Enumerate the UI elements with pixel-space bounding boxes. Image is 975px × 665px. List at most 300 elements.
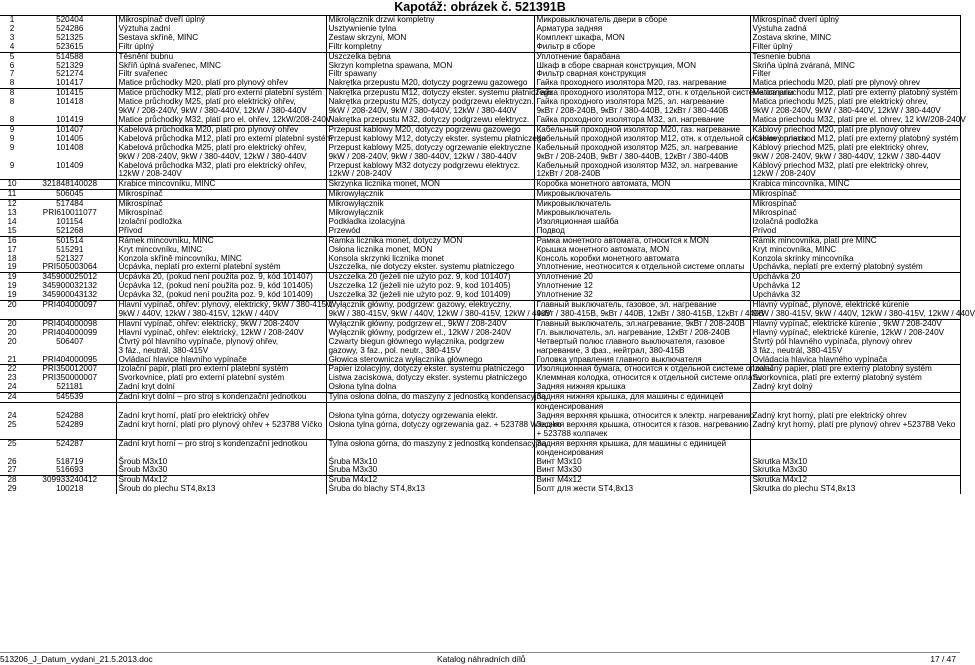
polish-cell: Śruba do blachy ST4,8x13 xyxy=(326,485,534,494)
slovak-cell xyxy=(750,439,960,448)
position-cell: 13 xyxy=(7,208,17,218)
part-number-cell: 515291 xyxy=(24,246,116,255)
czech-cell: Kabelová průchodka M12, platí pro externí platební systém xyxy=(116,135,326,144)
czech-cell: Skříň úplná svařenec, MINC xyxy=(116,62,326,71)
polish-cell: Śruba M3x10 xyxy=(326,458,534,467)
slovak-cell: Prívod xyxy=(750,227,960,236)
russian-cell: 9кВт / 380-415В, 9кВт / 440В, 12кВт / 380-415В, 12кВт / 440В xyxy=(534,310,750,319)
czech-cell: Filtr úplný xyxy=(116,43,326,52)
polish-cell: Uszczelka 20 (jeżeli nie użyto poz. 9, kod 101407) xyxy=(326,273,534,282)
czech-cell: 12kW / 208-240V xyxy=(116,170,326,179)
czech-cell: Zadní kryt horní, platí pro elektrický ohřev xyxy=(116,412,326,421)
slovak-cell: Mikrospínač xyxy=(750,200,960,209)
polish-cell: Nakrętka przepustu M32, dotyczy podgrzewu elektrycz. xyxy=(326,116,534,125)
part-number-cell: PRI350000007 xyxy=(24,374,116,383)
russian-cell: Комплект шкафа, MON xyxy=(534,34,750,43)
polish-cell: Konsola skrzynki licznika monet xyxy=(326,255,534,264)
slovak-cell: Káblový priechod M12, platí pre externý platobný systém xyxy=(750,135,960,144)
position-cell: 11 xyxy=(0,190,24,200)
russian-cell: конденсирования xyxy=(534,403,750,412)
part-number-cell: 521327 xyxy=(24,255,116,264)
czech-cell: Rámek mincovníku, MINC xyxy=(116,236,326,245)
czech-cell: Šroub M4x12 xyxy=(116,476,326,485)
page-footer xyxy=(0,652,960,665)
polish-cell: Uszczelka, nie dotyczy ekster. systemu płatniczego xyxy=(326,263,534,272)
part-number-cell: 521181 xyxy=(24,383,116,392)
polish-cell: Czwarty biegun głównego wyłącznika, podgrzew xyxy=(326,338,534,347)
russian-cell: Кабельный проходной изолятор M12, отн. к отдельной системе оплаты xyxy=(534,135,750,144)
position-cell: 24 xyxy=(0,393,24,403)
slovak-cell: Výstuha zadná xyxy=(750,25,960,34)
czech-cell: Matice průchodky M25, platí pro elektrický ohřev, xyxy=(116,98,326,107)
part-number-cell: 345900043132 xyxy=(24,291,116,300)
russian-cell: Задняя верхняя крышка, для машины с единицей xyxy=(534,439,750,448)
position-cell: 25 xyxy=(7,419,17,429)
part-number-cell: 521329 xyxy=(24,62,116,71)
slovak-cell: Skrutka M3x30 xyxy=(750,466,960,475)
part-number-cell: 101419 xyxy=(24,116,116,125)
slovak-cell: Hlavný vypínač, elektrické kúrenie , 9kW / 208-240V xyxy=(750,319,960,328)
czech-cell: Zadní kryt horní – pro stroj s kondenzační jednotkou xyxy=(116,439,326,448)
czech-cell: Matice průchodky M12, platí pro externí platební systém xyxy=(116,89,326,98)
slovak-cell: Hlavný vypínač, elektrické kúrenie, 12kW / 208-240V xyxy=(750,329,960,338)
position-cell: 2 xyxy=(9,23,15,33)
part-number-cell: 524288 xyxy=(24,412,116,421)
czech-cell: Zadní kryt dolní xyxy=(116,383,326,392)
russian-cell: Микровыключатель xyxy=(534,200,750,209)
slovak-cell: Zadný kryt horný, platí pre plynový ohrev +523788 Veko xyxy=(750,421,960,430)
russian-cell: Болт для жести ST4,8x13 xyxy=(534,485,750,494)
russian-cell: Главный выключатель, эл.нагревание, 9кВт / 208-240В xyxy=(534,319,750,328)
slovak-cell: Filter úplný xyxy=(750,43,960,52)
russian-cell: Уплотнение барабана xyxy=(534,52,750,61)
slovak-cell: Zostava skrine, MINC xyxy=(750,34,960,43)
part-number-cell: PRI350012007 xyxy=(24,365,116,374)
position-cell: 18 xyxy=(7,253,17,263)
position-cell: 15 xyxy=(7,225,17,235)
polish-cell: Przewód xyxy=(326,227,534,236)
slovak-cell: Matica priechodu M32, platí pre el. ohrev, 12 kW/208-240V xyxy=(750,116,960,125)
slovak-cell: Skrutka M4x12 xyxy=(750,476,960,485)
polish-cell: Osłona tylna górna, dotyczy ogrzewania gaz. + 523788 Wieczko xyxy=(326,421,534,430)
russian-cell: Подвод xyxy=(534,227,750,236)
czech-cell: 9kW / 440V, 12kW / 380-415V, 12kW / 440V xyxy=(116,310,326,319)
czech-cell: Zadní kryt dolní – pro stroj s kondenzační jednotkou xyxy=(116,393,326,403)
russian-cell: Гл. выключатель, эл. нагревание, 12кВт / 208-240В xyxy=(534,329,750,338)
russian-cell: Шкаф в сборе сварная конструкция, MON xyxy=(534,62,750,71)
part-number-cell: 101417 xyxy=(24,79,116,88)
russian-cell: + 523788 колпачек xyxy=(534,430,750,439)
czech-cell: Kryt mincovníku, MINC xyxy=(116,246,326,255)
slovak-cell: Matica priechodu M25, platí pre elektrický ohrev, xyxy=(750,98,960,107)
slovak-cell: Hlavný vypínač, plynové, elektrické kúrenie xyxy=(750,301,960,310)
position-cell xyxy=(0,430,24,439)
czech-cell: Matice průchodky M32, platí pro el. ohřev, 12kW/208-240V xyxy=(116,116,326,125)
russian-cell: Клеммная колодка, относится к отдельной системе оплаты xyxy=(534,374,750,383)
polish-cell: Skrzyn kompletna spawana, MON xyxy=(326,62,534,71)
position-cell: 4 xyxy=(9,41,15,51)
part-number-cell: 101408 xyxy=(24,144,116,153)
slovak-cell: Skriňa úplná zváraná, MINC xyxy=(750,62,960,71)
polish-cell: Usztywnienie tylna xyxy=(326,25,534,34)
slovak-cell: Filter xyxy=(750,70,960,79)
russian-cell: Фильтр сварная конструкция xyxy=(534,70,750,79)
polish-cell: Przepust kablowy M32 dotyczy podgrzewu elektrycz. xyxy=(326,162,534,171)
russian-cell: Кабельный проходной изолятор M20, газ. нагревание xyxy=(534,125,750,134)
polish-cell: Uszczelka 12 (jeżeli nie użyto poz. 9, kod 101405) xyxy=(326,282,534,291)
table-row xyxy=(0,190,960,200)
polish-cell: gazowy, 3 faz., pol. neutr., 380-415V xyxy=(326,347,534,356)
polish-cell: Uszczelka 32 (jeżeli nie użyto poz. 9, kod 101409) xyxy=(326,291,534,300)
russian-cell: Кабельный проходной изолятор M25, эл. нагревание xyxy=(534,144,750,153)
polish-cell: Mikrowyłącznik xyxy=(326,200,534,209)
polish-cell: Wyłącznik główny, podgrzew el., 12kW / 208-240V xyxy=(326,329,534,338)
czech-cell: Úcpávka, neplatí pro externí platební systém xyxy=(116,263,326,272)
position-cell: 20 xyxy=(0,301,24,310)
part-number-cell: 521274 xyxy=(24,70,116,79)
part-number-cell: 514588 xyxy=(24,52,116,61)
polish-cell: Papier izolacyjny, dotyczy ekster. systemu płatniczego xyxy=(326,365,534,374)
russian-cell: Задняя верхняя крышка, относится к газов. нагреванию xyxy=(534,421,750,430)
polish-cell: 9kW / 380-415V, 9kW / 440V, 12kW / 380-415V, 12kW / 440V xyxy=(326,310,534,319)
part-number-cell: PRI404000095 xyxy=(24,356,116,365)
part-number-cell: 521268 xyxy=(24,227,116,236)
russian-cell: Задняя нижняя крышка, для машины с единицей xyxy=(534,393,750,403)
slovak-cell: Mikrospínač xyxy=(750,190,960,200)
position-cell: 9 xyxy=(0,125,24,134)
slovak-cell: Svorkovnica, platí pre externý platobný systém xyxy=(750,374,960,383)
part-number-cell: 545539 xyxy=(24,393,116,403)
russian-cell: Арматура задняя xyxy=(534,25,750,34)
part-number-cell: PRI404000098 xyxy=(24,319,116,328)
russian-cell: Винт M3x10 xyxy=(534,458,750,467)
table-row xyxy=(0,439,960,448)
slovak-cell: Krabica mincovníka, MINC xyxy=(750,180,960,190)
slovak-cell: Matica priechodu M12, platí pre externý platobný systém xyxy=(750,89,960,98)
polish-cell: Mikrowyłącznik xyxy=(326,209,534,218)
slovak-cell: Upchávka 12 xyxy=(750,282,960,291)
position-cell: 6 xyxy=(9,60,15,70)
position-cell: 3 xyxy=(9,32,15,42)
part-number-cell: 521325 xyxy=(24,34,116,43)
slovak-cell: Zadný kryt dolný xyxy=(750,383,960,392)
slovak-cell: Upchávka, neplatí pre externý platobný systém xyxy=(750,263,960,272)
position-cell: 20 xyxy=(0,319,24,328)
slovak-cell: Zadný kryt horný, platí pre elektrický ohrev xyxy=(750,412,960,421)
czech-cell: Mikrospínač dveří úplný xyxy=(116,16,326,25)
russian-cell: Коробка монетного автомата, MON xyxy=(534,180,750,190)
czech-cell: 9kW / 208-240V, 9kW / 380-440V, 12kW / 380-440V xyxy=(116,107,326,116)
position-cell: 1 xyxy=(0,16,24,25)
table-row xyxy=(0,218,960,227)
position-cell: 19 xyxy=(7,262,17,272)
part-number-cell: 524289 xyxy=(24,421,116,430)
part-number-cell: 101418 xyxy=(24,98,116,107)
slovak-cell: Matica priechodu M20, platí pre plynový ohrev xyxy=(750,79,960,88)
polish-cell: Mikrowyłącznik xyxy=(326,190,534,200)
polish-cell: Tylna osłona dolna, do maszyny z jednostką kondensacyjną xyxy=(326,393,534,403)
part-number-cell: 100218 xyxy=(24,485,116,494)
position-cell: 21 xyxy=(7,354,17,364)
part-number-cell: 101407 xyxy=(24,125,116,134)
czech-cell: Konzola skříně mincovníku, MINC xyxy=(116,255,326,264)
russian-cell: Крышка монетного автомата, MON xyxy=(534,246,750,255)
part-number-cell: 345900025012 xyxy=(24,273,116,282)
position-cell: 27 xyxy=(7,465,17,475)
table-row xyxy=(0,485,960,494)
russian-cell: Уплотнение, неотносится к отдельной системе оплаты xyxy=(534,263,750,272)
russian-cell: Гайка проходного изолятора M12, отн. к отдельной системе оплаты xyxy=(534,89,750,98)
slovak-cell: Káblový priechod M25, platí pre elektrický ohrev, xyxy=(750,144,960,153)
slovak-cell: Štvrtý pól hlavného vypínača, plynový ohrev xyxy=(750,338,960,347)
table-row xyxy=(0,43,960,52)
czech-cell: Kabelová průchodka M20, platí pro plynový ohřev xyxy=(116,125,326,134)
czech-cell: Ovládací hlavice hlavního vypínače xyxy=(116,356,326,365)
russian-cell: Рамка монетного автомата, относится к MON xyxy=(534,236,750,245)
czech-cell: Zadní kryt horní, platí pro plynový ohřev + 523788 Víčko xyxy=(116,421,326,430)
position-cell: 26 xyxy=(7,456,17,466)
position-cell: 19 xyxy=(0,273,24,282)
slovak-cell: 3 fáz., neutrál, 380-415V xyxy=(750,347,960,356)
polish-cell: Nakrętka przepustu M25, dotyczy podgrzewu elektryczn. xyxy=(326,98,534,107)
table-row xyxy=(0,180,960,190)
footer-catalog: Katalog náhradních dílů xyxy=(437,654,526,664)
czech-cell: Filtr svařenec xyxy=(116,70,326,79)
polish-cell: Osłona licznika monet, MON xyxy=(326,246,534,255)
russian-cell: 9кВт / 208-240В, 9кВт / 380-440В, 12кВт / 380-440В xyxy=(534,153,750,162)
slovak-cell: Káblový priechod M32, platí pre elektrický ohrev, xyxy=(750,162,960,171)
polish-cell: Śruba M3x30 xyxy=(326,466,534,475)
polish-cell: Uszczelka bębna xyxy=(326,52,534,61)
slovak-cell: Izolačná podložka xyxy=(750,218,960,227)
position-cell: 20 xyxy=(7,327,17,337)
polish-cell: Przepust kablowy M25, dotyczy ogrzewanie elektryczne xyxy=(326,144,534,153)
russian-cell: Фильтр в сборе xyxy=(534,43,750,52)
polish-cell: Osłona tylna górna, dotyczy ogrzewania elektr. xyxy=(326,412,534,421)
czech-cell: Hlavní vypínač, ohřev: elektrický, 9kW / 208-240V xyxy=(116,319,326,328)
czech-cell: Těsnění bubnu xyxy=(116,52,326,61)
part-number-cell: 101409 xyxy=(24,162,116,171)
part-number-cell: 309933240412 xyxy=(24,476,116,485)
russian-cell: Задняя нижняя крышка xyxy=(534,383,750,392)
position-cell: 16 xyxy=(0,236,24,245)
slovak-cell: Skrutka M3x10 xyxy=(750,458,960,467)
part-number-cell xyxy=(24,310,116,319)
russian-cell: Уплотнение 32 xyxy=(534,291,750,300)
part-number-cell: 517484 xyxy=(24,200,116,209)
slovak-cell: Upchávka 32 xyxy=(750,291,960,300)
slovak-cell: Izolačný papier, platí pre externý platobný systém xyxy=(750,365,960,374)
czech-cell: Hlavní vypínač, ohřev: elektrický, 12kW / 208-240V xyxy=(116,329,326,338)
position-cell: 5 xyxy=(0,52,24,61)
part-number-cell: 101415 xyxy=(24,89,116,98)
table-row xyxy=(0,116,960,125)
russian-cell: Гайка проходного изолятора M32, эл. нагревание xyxy=(534,116,750,125)
polish-cell: Tylna osłona górna, do maszyny z jednostką kondensacyjną xyxy=(326,439,534,448)
part-number-cell: 518719 xyxy=(24,458,116,467)
czech-cell: Kabelová průchodka M32, platí pro elektrický ohřev, xyxy=(116,162,326,171)
position-cell: 25 xyxy=(0,439,24,448)
position-cell xyxy=(0,310,24,319)
position-cell: 24 xyxy=(7,410,17,420)
czech-cell: Izolační podložka xyxy=(116,218,326,227)
slovak-cell: Rámik mincovníka, platí pre MINC xyxy=(750,236,960,245)
table-row xyxy=(0,227,960,236)
table-row xyxy=(0,421,960,430)
russian-cell: Гайка проходного изолятора M25, эл. нагревание xyxy=(534,98,750,107)
position-cell: 12 xyxy=(0,200,24,209)
position-cell: 9 xyxy=(9,142,15,152)
czech-cell: Krabice mincovníku, MINC xyxy=(116,180,326,190)
part-number-cell: 501514 xyxy=(24,236,116,245)
part-number-cell: 524286 xyxy=(24,25,116,34)
czech-cell: Hlavní vypínač, ohřev: plynový, elektrický, 9kW / 380-415V, xyxy=(116,301,326,310)
russian-cell: Гайка проходного изолятора M20, газ. нагревание xyxy=(534,79,750,88)
position-cell: 7 xyxy=(9,69,15,79)
czech-cell: Matice průchodky M20, platí pro plynový ohřev xyxy=(116,79,326,88)
polish-cell: Przepust kablowy M12, dotyczy ekster. systemu płatniczego xyxy=(326,135,534,144)
polish-cell: 9kW / 208-240V, 9kW / 380-440V, 12kW / 380-440V xyxy=(326,107,534,116)
russian-cell: Изоляционная бумага, относится к отдельной системе оплаты xyxy=(534,365,750,374)
russian-cell: конденсирования xyxy=(534,449,750,458)
czech-cell: Přívod xyxy=(116,227,326,236)
position-cell: 20 xyxy=(7,336,17,346)
position-cell: 8 xyxy=(9,114,15,124)
slovak-cell: Tesnenie bubna xyxy=(750,52,960,61)
czech-cell: Úcpávka 12, (pokud není použita poz. 9, kód 101405) xyxy=(116,282,326,291)
polish-cell: 12kW / 208-240V xyxy=(326,170,534,179)
table-row xyxy=(0,310,960,319)
czech-cell: Úcpávka 32, (pokud není použita poz. 9, kód 101409) xyxy=(116,291,326,300)
russian-cell: Винт M3x30 xyxy=(534,466,750,475)
russian-cell: нагревание, 3 фаз., нейтрал, 380-415В xyxy=(534,347,750,356)
part-number-cell: 321848140028 xyxy=(24,180,116,190)
position-cell: 23 xyxy=(7,373,17,383)
polish-cell: Filtr kompletny xyxy=(326,43,534,52)
slovak-cell: Mikrospínač dverí úplný xyxy=(750,16,960,25)
russian-cell: Головка управления главного выключателя xyxy=(534,356,750,365)
part-number-cell: 520404 xyxy=(24,16,116,25)
position-cell: 19 xyxy=(7,281,17,291)
position-cell: 17 xyxy=(7,244,17,254)
part-number-cell: PRI505003064 xyxy=(24,263,116,272)
part-number-cell xyxy=(24,430,116,439)
part-number-cell: 506407 xyxy=(24,338,116,347)
czech-cell: Mikrospínač xyxy=(116,209,326,218)
footer-page-number: 17 / 47 xyxy=(930,654,956,664)
polish-cell: Wyłącznik główny, podgrzew: gazowy, elektryczny, xyxy=(326,301,534,310)
russian-cell: Уплотнение 20 xyxy=(534,273,750,282)
polish-cell: Podkładka izolacyjna xyxy=(326,218,534,227)
russian-cell: 9кВт / 208-240В, 9кВт / 380-440В, 12кВт / 380-440В xyxy=(534,107,750,116)
russian-cell: Уплотнение 12 xyxy=(534,282,750,291)
part-number-cell: PRI404000099 xyxy=(24,329,116,338)
russian-cell: Винт M4x12 xyxy=(534,476,750,485)
slovak-cell xyxy=(750,393,960,403)
position-cell: 22 xyxy=(0,365,24,374)
russian-cell: Главный выключатель, газовое, эл. нагревание xyxy=(534,301,750,310)
polish-cell: Głowica sterownicza wyłącznika głównego xyxy=(326,356,534,365)
part-number-cell: 524287 xyxy=(24,439,116,448)
russian-cell: Изоляционная шайба xyxy=(534,218,750,227)
polish-cell: Mikrołącznik drzwi kompletny xyxy=(326,16,534,25)
polish-cell: 9kW / 208-240V, 9kW / 380-440V, 12kW / 380-440V xyxy=(326,153,534,162)
czech-cell: Sestava skříně, MINC xyxy=(116,34,326,43)
part-number-cell: 101405 xyxy=(24,135,116,144)
russian-cell: Микровыключатель двери в сборе xyxy=(534,16,750,25)
part-number-cell: 516693 xyxy=(24,466,116,475)
russian-cell: Микровыключатель xyxy=(534,209,750,218)
slovak-cell: Mikrospínač xyxy=(750,209,960,218)
part-number-cell: 523615 xyxy=(24,43,116,52)
slovak-cell xyxy=(750,430,960,439)
parts-table xyxy=(0,15,975,494)
czech-cell: Úcpávka 20, (pokud není použita poz. 9, kód 101407) xyxy=(116,273,326,282)
polish-cell: Wyłącznik główny, podgrzew el., 9kW / 208-240V xyxy=(326,319,534,328)
part-number-cell: 101154 xyxy=(24,218,116,227)
position-cell: 24 xyxy=(7,382,17,392)
slovak-cell: 9kW / 208-240V, 9kW / 380-440V, 12kW / 380-440V xyxy=(750,153,960,162)
russian-cell: Кабельный проходной изолятор M32, эл. нагревание xyxy=(534,162,750,171)
polish-cell: Nakrętka przepustu M20, dotyczy pogrzewu gazowego xyxy=(326,79,534,88)
polish-cell: Ramka licznika monet, dotyczy MON xyxy=(326,236,534,245)
russian-cell: Консоль коробки монетного автомата xyxy=(534,255,750,264)
czech-cell: Mikrospínač xyxy=(116,190,326,200)
czech-cell: Svorkovnice, platí pro externí platební systém xyxy=(116,374,326,383)
table-row xyxy=(0,393,960,403)
position-cell: 9 xyxy=(9,133,15,143)
czech-cell: 3 fáz., neutrál, 380-415V xyxy=(116,347,326,356)
slovak-cell: Upchávka 20 xyxy=(750,273,960,282)
russian-cell: Задняя верхняя крышка, относится к электр. нагреванию xyxy=(534,412,750,421)
czech-cell: Šroub M3x10 xyxy=(116,458,326,467)
czech-cell: Šroub do plechu ST4,8x13 xyxy=(116,485,326,494)
russian-cell: Микровыключатель xyxy=(534,190,750,200)
czech-cell: Výztuha zadní xyxy=(116,25,326,34)
czech-cell: Izolační papír, platí pro externí platební systém xyxy=(116,365,326,374)
polish-cell: Śruba M4x12 xyxy=(326,476,534,485)
table-row xyxy=(0,430,960,439)
position-cell: 14 xyxy=(7,216,17,226)
position-cell: 8 xyxy=(9,78,15,88)
czech-cell: 9kW / 208-240V, 9kW / 380-440V, 12kW / 380-440V xyxy=(116,153,326,162)
position-cell: 29 xyxy=(7,484,17,494)
czech-cell: Kabelová průchodka M25, platí pro elektrický ohřev, xyxy=(116,144,326,153)
slovak-cell: Káblový priechod M20, platí pre plynový ohrev xyxy=(750,125,960,134)
slovak-cell: Konzola skrinky mincovníka xyxy=(750,255,960,264)
polish-cell: Listwa zaciskowa, dotyczy ekster. systemu płatniczego xyxy=(326,374,534,383)
page-title: Kapotáž: obrázek č. 521391B xyxy=(394,0,566,14)
russian-cell: 12кВт / 208-240В xyxy=(534,170,750,179)
part-number-cell: 506045 xyxy=(24,190,116,200)
position-cell: 9 xyxy=(9,160,15,170)
position-cell: 8 xyxy=(0,89,24,98)
czech-cell xyxy=(116,430,326,439)
polish-cell: Zestaw skrzyni, MON xyxy=(326,34,534,43)
polish-cell: Nakrętka przepustu M12, dotyczy ekster. systemu płatniczego xyxy=(326,89,534,98)
part-number-cell: PRI404000097 xyxy=(24,301,116,310)
polish-cell xyxy=(326,430,534,439)
polish-cell: Osłona tylna dolna xyxy=(326,383,534,392)
russian-cell: Четвертый полюс главного выключателя, газовое xyxy=(534,338,750,347)
slovak-cell: Skrutka do plechu ST4,8x13 xyxy=(750,485,960,494)
polish-cell: Filtr spawany xyxy=(326,70,534,79)
czech-cell: Čtvrtý pól hlavního vypínače, plynový ohřev, xyxy=(116,338,326,347)
polish-cell: Przepust kablowy M20, dotyczy pogrzewu gazowego xyxy=(326,125,534,134)
position-cell: 10 xyxy=(0,180,24,190)
czech-cell: Šroub M3x30 xyxy=(116,466,326,475)
position-cell: 19 xyxy=(7,290,17,300)
